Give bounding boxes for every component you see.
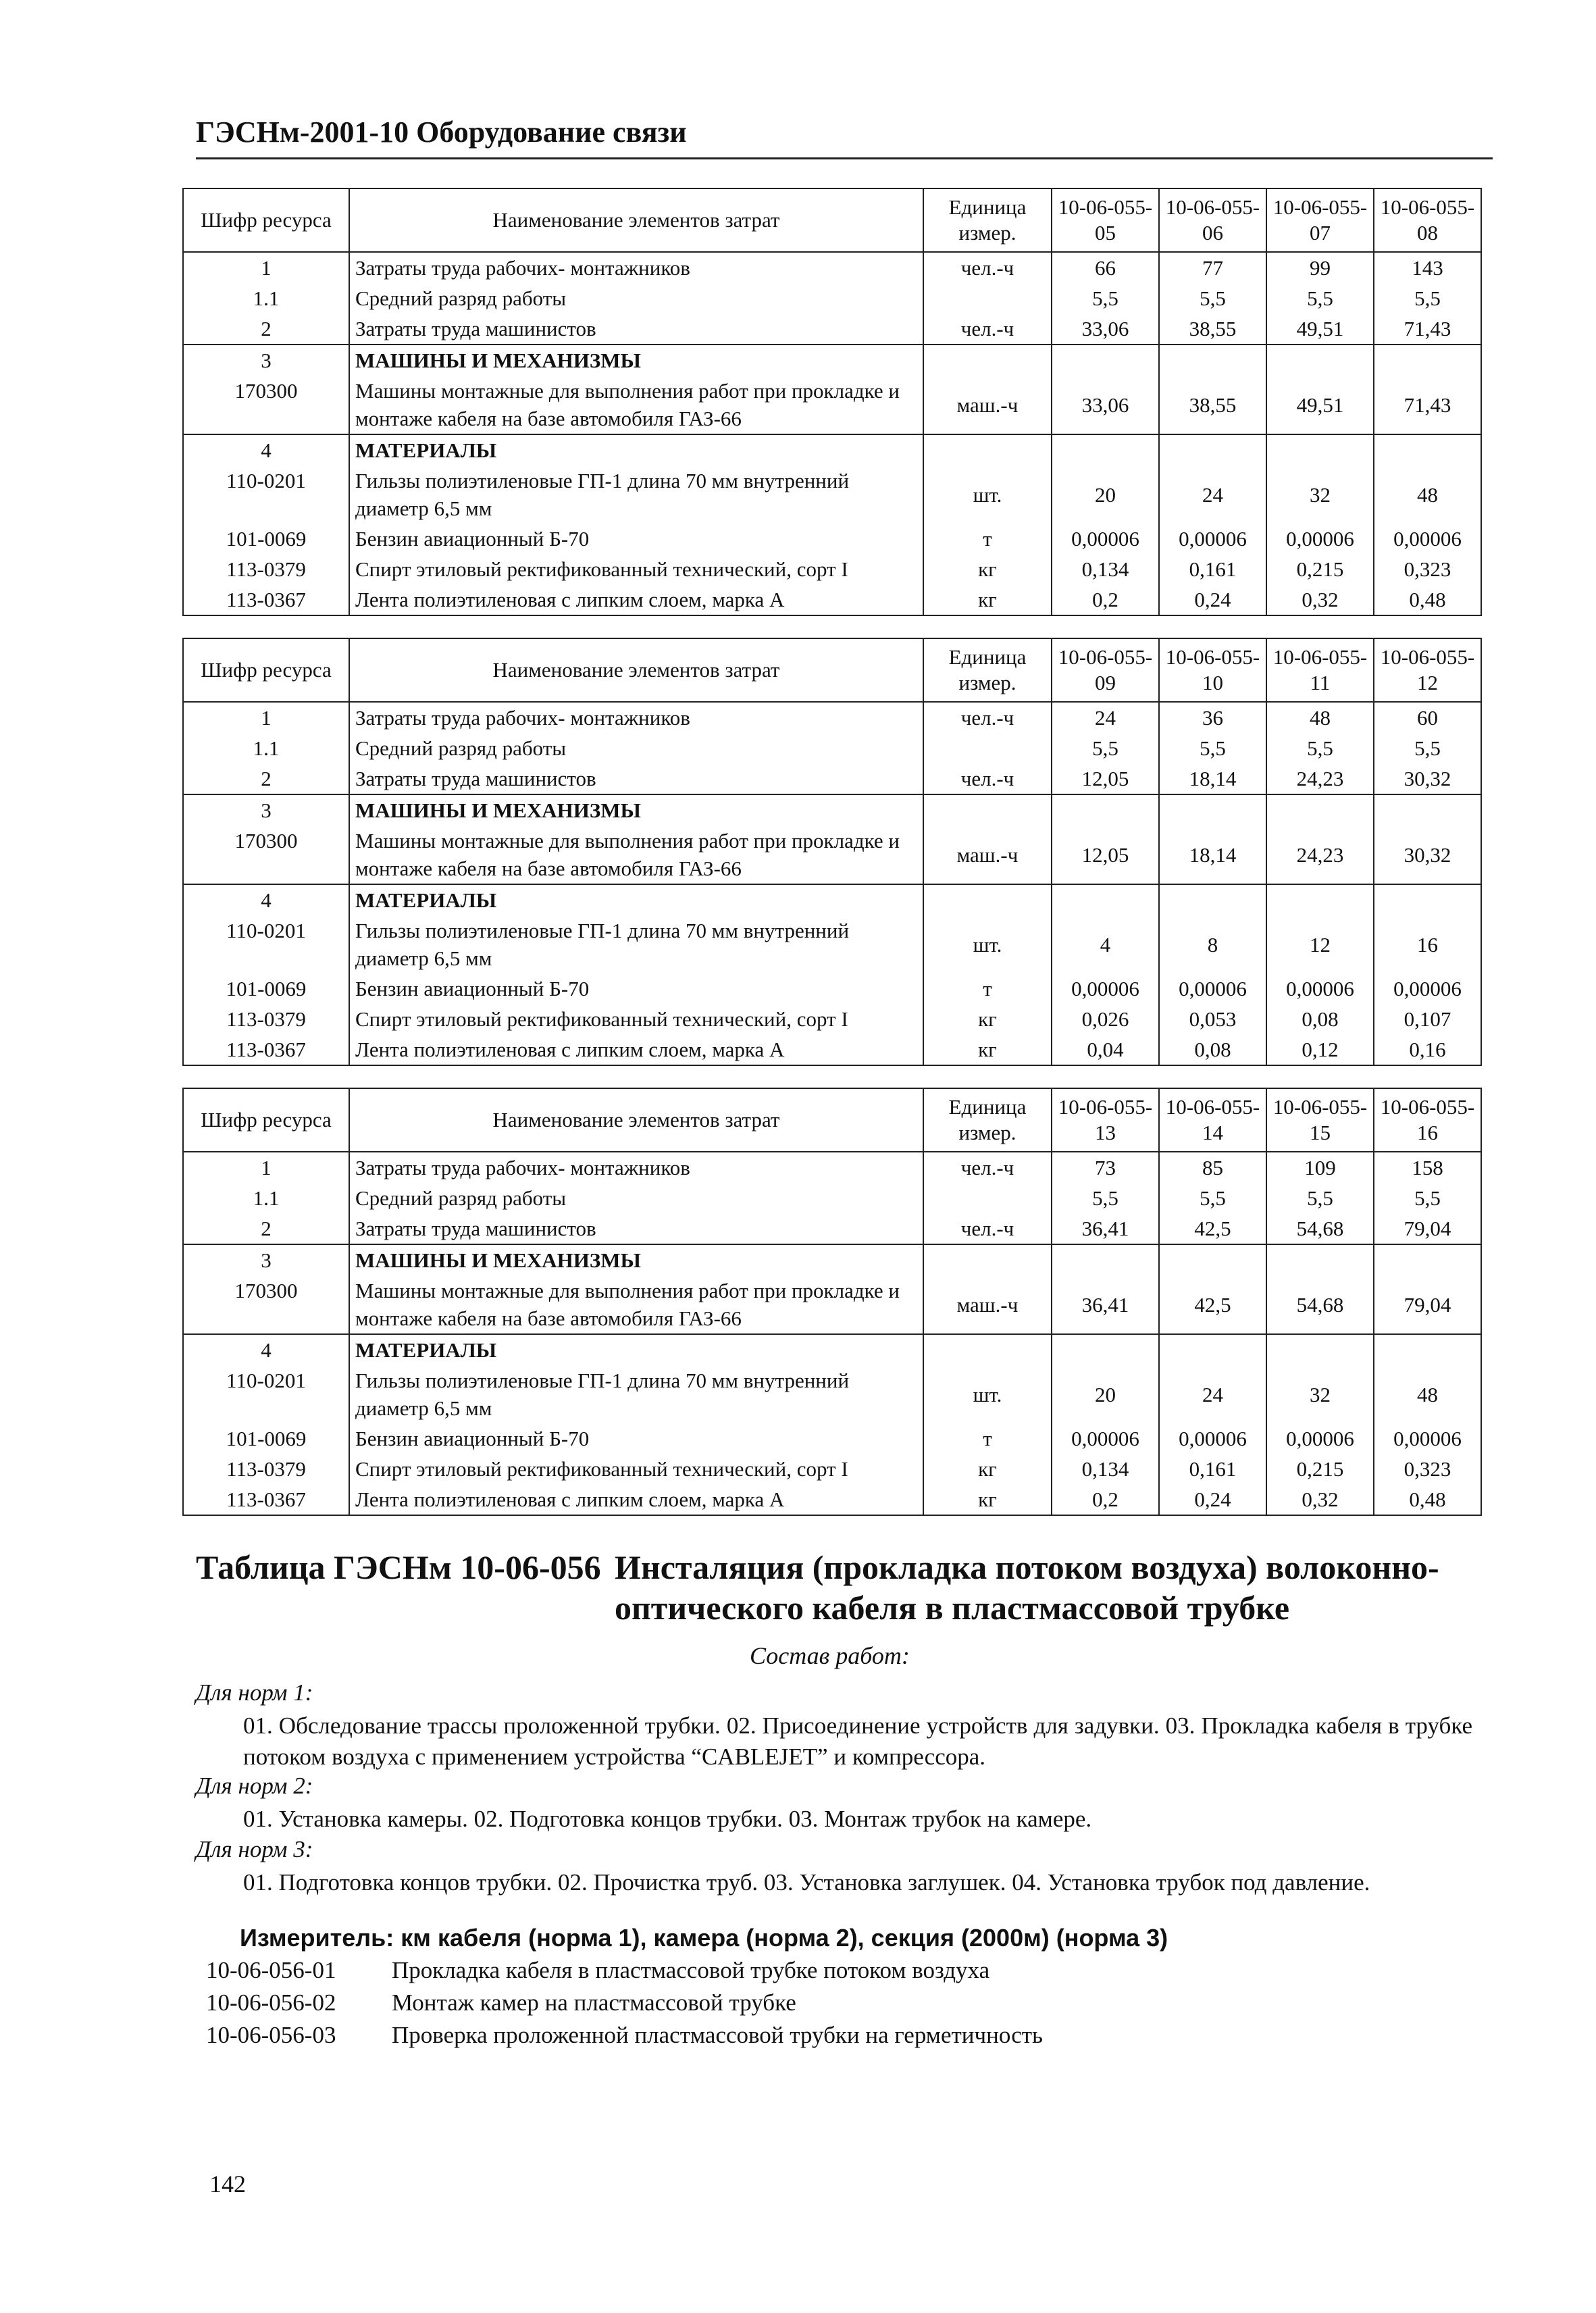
cell-value: 73 <box>1052 1152 1159 1183</box>
table-header-row <box>183 638 1481 702</box>
cell-value <box>1052 794 1159 825</box>
cell-value <box>1266 1334 1374 1365</box>
header-name: Наименование элементов затрат <box>349 638 923 702</box>
cell-value <box>1159 1334 1266 1365</box>
cell-value: 0,04 <box>1052 1034 1159 1065</box>
cell-value: 0,161 <box>1159 1454 1266 1484</box>
cell-name: Средний разряд работы <box>349 283 923 313</box>
cell-code: 113-0367 <box>183 1034 349 1065</box>
table-row <box>183 283 1481 313</box>
cell-value: 20 <box>1052 465 1159 524</box>
cell-unit <box>923 1183 1052 1213</box>
cell-value <box>1266 345 1374 376</box>
header-code: Шифр ресурса <box>183 638 349 702</box>
section-title-name: Инсталяция (прокладка потоком воздуха) волоконно-оптического кабеля в пластмассовой трубке <box>615 1548 1439 1627</box>
cell-value: 5,5 <box>1374 733 1481 763</box>
table-row <box>183 763 1481 794</box>
page-number: 142 <box>209 2170 246 2197</box>
norm-text-1: 01. Обследование трассы проложенной трубки. 02. Присоединение устройств для задувки. 03. Прокладка кабеля в трубке потоком воздуха с применением устройства “CABLEJET” и компрессора. <box>243 1712 1472 1770</box>
table-row <box>183 1004 1481 1034</box>
cell-value: 48 <box>1374 1365 1481 1423</box>
cell-value: 33,06 <box>1052 313 1159 345</box>
cell-unit: кг <box>923 1034 1052 1065</box>
cell-value <box>1374 884 1481 915</box>
cell-value: 0,00006 <box>1052 973 1159 1004</box>
cell-name: Гильзы полиэтиленовые ГП-1 длина 70 мм внутренний диаметр 6,5 мм <box>349 1365 923 1423</box>
cell-code: 1.1 <box>183 733 349 763</box>
cell-value: 0,48 <box>1374 584 1481 615</box>
cell-value: 24 <box>1052 702 1159 733</box>
cell-unit: т <box>923 973 1052 1004</box>
cell-unit: т <box>923 524 1052 554</box>
table-row <box>183 313 1481 345</box>
cell-code: 3 <box>183 794 349 825</box>
cell-value: 66 <box>1052 252 1159 283</box>
cell-value: 30,32 <box>1374 825 1481 884</box>
cell-name: Машины монтажные для выполнения работ при прокладке и монтаже кабеля на базе автомобиля ГАЗ-66 <box>349 825 923 884</box>
cell-name: Затраты труда рабочих- монтажников <box>349 252 923 283</box>
header-norm-code: 10-06-055-09 <box>1052 638 1159 702</box>
cell-unit <box>923 434 1052 465</box>
table-row <box>183 1423 1481 1454</box>
header-norm-code: 10-06-055-05 <box>1052 188 1159 252</box>
cell-value: 24 <box>1159 465 1266 524</box>
cell-value: 0,08 <box>1159 1034 1266 1065</box>
composition-label: Состав работ: <box>750 1642 910 1669</box>
cell-name: Лента полиэтиленовая с липким слоем, марка А <box>349 1484 923 1515</box>
cell-value <box>1052 1244 1159 1275</box>
cell-unit: кг <box>923 554 1052 584</box>
norm-code: 10-06-056-01 <box>206 1957 336 1983</box>
header-norm-code: 10-06-055-12 <box>1374 638 1481 702</box>
norm-name: Прокладка кабеля в пластмассовой трубке потоком воздуха <box>392 1957 990 1983</box>
cell-name: Бензин авиационный Б-70 <box>349 524 923 554</box>
cell-value: 38,55 <box>1159 313 1266 345</box>
cell-value: 4 <box>1052 915 1159 973</box>
cell-value: 0,00006 <box>1159 973 1266 1004</box>
cell-unit: чел.-ч <box>923 702 1052 733</box>
cell-unit <box>923 733 1052 763</box>
cell-value: 5,5 <box>1159 1183 1266 1213</box>
cell-value <box>1159 1244 1266 1275</box>
table-row <box>183 1275 1481 1334</box>
measure-line: Измеритель: км кабеля (норма 1), камера (норма 2), секция (2000м) (норма 3) <box>240 1924 1168 1952</box>
cell-value: 143 <box>1374 252 1481 283</box>
cell-name: МАШИНЫ И МЕХАНИЗМЫ <box>349 1244 923 1275</box>
cell-value: 38,55 <box>1159 376 1266 434</box>
resource-table-2 <box>182 638 1482 1066</box>
cell-value: 0,00006 <box>1159 1423 1266 1454</box>
cell-value <box>1266 884 1374 915</box>
cell-value: 42,5 <box>1159 1213 1266 1244</box>
table-row <box>183 1213 1481 1244</box>
cell-value: 0,134 <box>1052 1454 1159 1484</box>
cell-name: МАШИНЫ И МЕХАНИЗМЫ <box>349 345 923 376</box>
cell-code: 2 <box>183 1213 349 1244</box>
cell-value: 79,04 <box>1374 1213 1481 1244</box>
cell-value: 5,5 <box>1052 1183 1159 1213</box>
cell-value: 33,06 <box>1052 376 1159 434</box>
cell-value <box>1266 1244 1374 1275</box>
cell-unit: чел.-ч <box>923 313 1052 345</box>
norm-text-3: 01. Подготовка концов трубки. 02. Прочистка труб. 03. Установка заглушек. 04. Установка трубок под давление. <box>243 1869 1370 1896</box>
cell-value <box>1159 884 1266 915</box>
cell-value: 12,05 <box>1052 763 1159 794</box>
cell-value: 0,12 <box>1266 1034 1374 1065</box>
norm-label-2: Для норм 2: <box>196 1773 313 1799</box>
header-norm-code: 10-06-055-13 <box>1052 1088 1159 1152</box>
cell-unit <box>923 794 1052 825</box>
cell-value: 54,68 <box>1266 1275 1374 1334</box>
cell-value: 0,2 <box>1052 584 1159 615</box>
cell-code: 113-0367 <box>183 1484 349 1515</box>
cell-name: МАТЕРИАЛЫ <box>349 434 923 465</box>
cell-code: 110-0201 <box>183 465 349 524</box>
table-row <box>183 554 1481 584</box>
cell-value: 0,00006 <box>1266 524 1374 554</box>
cell-code: 1.1 <box>183 1183 349 1213</box>
cell-value: 5,5 <box>1052 733 1159 763</box>
page-header: ГЭСНм-2001-10 Оборудование связи <box>196 115 1493 159</box>
cell-value: 0,215 <box>1266 554 1374 584</box>
table-row <box>183 915 1481 973</box>
cell-value: 0,2 <box>1052 1484 1159 1515</box>
cell-value: 158 <box>1374 1152 1481 1183</box>
header-unit: Единица измер. <box>923 188 1052 252</box>
cell-name: Спирт этиловый ректификованный технический, сорт I <box>349 1004 923 1034</box>
cell-value: 0,08 <box>1266 1004 1374 1034</box>
header-code: Шифр ресурса <box>183 188 349 252</box>
cell-name: Лента полиэтиленовая с липким слоем, марка А <box>349 1034 923 1065</box>
cell-value: 49,51 <box>1266 376 1374 434</box>
cell-value: 54,68 <box>1266 1213 1374 1244</box>
cell-name: Средний разряд работы <box>349 733 923 763</box>
cell-value: 0,16 <box>1374 1034 1481 1065</box>
cell-value: 0,00006 <box>1374 1423 1481 1454</box>
cell-name: Гильзы полиэтиленовые ГП-1 длина 70 мм внутренний диаметр 6,5 мм <box>349 465 923 524</box>
table-row <box>183 702 1481 733</box>
cell-value <box>1052 884 1159 915</box>
cell-value: 0,32 <box>1266 1484 1374 1515</box>
cell-value <box>1374 1334 1481 1365</box>
cell-value: 5,5 <box>1159 733 1266 763</box>
cell-code: 1 <box>183 1152 349 1183</box>
header-norm-code: 10-06-055-11 <box>1266 638 1374 702</box>
cell-value: 12,05 <box>1052 825 1159 884</box>
cell-code: 170300 <box>183 376 349 434</box>
cell-value <box>1159 345 1266 376</box>
cell-name: МАТЕРИАЛЫ <box>349 1334 923 1365</box>
cell-name: Затраты труда рабочих- монтажников <box>349 702 923 733</box>
table-row <box>183 584 1481 615</box>
cell-unit <box>923 283 1052 313</box>
cell-code: 2 <box>183 763 349 794</box>
cell-name: Машины монтажные для выполнения работ при прокладке и монтаже кабеля на базе автомобиля ГАЗ-66 <box>349 376 923 434</box>
cell-value <box>1374 434 1481 465</box>
cell-value: 48 <box>1266 702 1374 733</box>
cell-value: 32 <box>1266 1365 1374 1423</box>
cell-value: 49,51 <box>1266 313 1374 345</box>
cell-unit <box>923 345 1052 376</box>
table-row <box>183 345 1481 376</box>
header-norm-code: 10-06-055-06 <box>1159 188 1266 252</box>
table-row <box>183 1365 1481 1423</box>
cell-value: 60 <box>1374 702 1481 733</box>
cell-value: 36,41 <box>1052 1213 1159 1244</box>
resource-table-3 <box>182 1088 1482 1516</box>
cell-name: Средний разряд работы <box>349 1183 923 1213</box>
cell-code: 1 <box>183 252 349 283</box>
cell-value: 16 <box>1374 915 1481 973</box>
cell-code: 3 <box>183 345 349 376</box>
cell-code: 4 <box>183 1334 349 1365</box>
table-row <box>183 1454 1481 1484</box>
cell-value: 18,14 <box>1159 825 1266 884</box>
cell-value: 0,134 <box>1052 554 1159 584</box>
cell-value: 0,00006 <box>1159 524 1266 554</box>
cell-value <box>1266 794 1374 825</box>
cell-name: МАШИНЫ И МЕХАНИЗМЫ <box>349 794 923 825</box>
cell-value: 0,00006 <box>1266 1423 1374 1454</box>
cell-value: 79,04 <box>1374 1275 1481 1334</box>
cell-name: Бензин авиационный Б-70 <box>349 1423 923 1454</box>
cell-value: 0,053 <box>1159 1004 1266 1034</box>
cell-value: 71,43 <box>1374 313 1481 345</box>
cell-name: Затраты труда рабочих- монтажников <box>349 1152 923 1183</box>
cell-code: 4 <box>183 434 349 465</box>
cell-name: Спирт этиловый ректификованный технический, сорт I <box>349 554 923 584</box>
cell-value: 0,24 <box>1159 1484 1266 1515</box>
cell-unit: шт. <box>923 465 1052 524</box>
cell-value: 0,00006 <box>1052 524 1159 554</box>
header-norm-code: 10-06-055-14 <box>1159 1088 1266 1152</box>
cell-code: 4 <box>183 884 349 915</box>
cell-value: 30,32 <box>1374 763 1481 794</box>
cell-code: 110-0201 <box>183 915 349 973</box>
cell-code: 2 <box>183 313 349 345</box>
cell-value: 18,14 <box>1159 763 1266 794</box>
table-row <box>183 465 1481 524</box>
cell-value: 0,00006 <box>1266 973 1374 1004</box>
cell-value: 0,00006 <box>1374 973 1481 1004</box>
cell-name: Затраты труда машинистов <box>349 763 923 794</box>
table-header-row <box>183 188 1481 252</box>
cell-value <box>1374 794 1481 825</box>
table-row <box>183 1152 1481 1183</box>
cell-unit: маш.-ч <box>923 376 1052 434</box>
cell-value: 5,5 <box>1374 283 1481 313</box>
cell-value: 20 <box>1052 1365 1159 1423</box>
cell-value: 5,5 <box>1266 733 1374 763</box>
cell-code: 113-0379 <box>183 1454 349 1484</box>
cell-code: 101-0069 <box>183 1423 349 1454</box>
cell-unit: чел.-ч <box>923 252 1052 283</box>
cell-value: 0,323 <box>1374 1454 1481 1484</box>
cell-code: 110-0201 <box>183 1365 349 1423</box>
table-row <box>183 1034 1481 1065</box>
cell-value: 24,23 <box>1266 763 1374 794</box>
cell-value: 0,161 <box>1159 554 1266 584</box>
cell-value: 0,215 <box>1266 1454 1374 1484</box>
cell-value <box>1052 434 1159 465</box>
header-name: Наименование элементов затрат <box>349 1088 923 1152</box>
table-row <box>183 884 1481 915</box>
table-row <box>183 524 1481 554</box>
cell-unit <box>923 884 1052 915</box>
cell-name: Машины монтажные для выполнения работ при прокладке и монтаже кабеля на базе автомобиля ГАЗ-66 <box>349 1275 923 1334</box>
cell-name: Бензин авиационный Б-70 <box>349 973 923 1004</box>
cell-code: 101-0069 <box>183 524 349 554</box>
cell-value: 0,24 <box>1159 584 1266 615</box>
cell-value: 36 <box>1159 702 1266 733</box>
cell-name: Лента полиэтиленовая с липким слоем, марка А <box>349 584 923 615</box>
cell-value <box>1159 434 1266 465</box>
cell-unit: кг <box>923 1454 1052 1484</box>
cell-unit: чел.-ч <box>923 1213 1052 1244</box>
cell-unit: чел.-ч <box>923 1152 1052 1183</box>
header-unit: Единица измер. <box>923 638 1052 702</box>
cell-value: 0,026 <box>1052 1004 1159 1034</box>
cell-value <box>1374 345 1481 376</box>
cell-value <box>1159 794 1266 825</box>
norm-code: 10-06-056-03 <box>206 2022 336 2048</box>
table-row <box>183 973 1481 1004</box>
header-name: Наименование элементов затрат <box>349 188 923 252</box>
cell-unit <box>923 1244 1052 1275</box>
table-row <box>183 1334 1481 1365</box>
cell-code: 113-0379 <box>183 554 349 584</box>
cell-unit: чел.-ч <box>923 763 1052 794</box>
cell-value: 0,00006 <box>1374 524 1481 554</box>
table-row <box>183 794 1481 825</box>
cell-value: 12 <box>1266 915 1374 973</box>
cell-value: 5,5 <box>1159 283 1266 313</box>
norm-label-1: Для норм 1: <box>196 1679 313 1706</box>
cell-unit: шт. <box>923 1365 1052 1423</box>
header-norm-code: 10-06-055-16 <box>1374 1088 1481 1152</box>
cell-value: 48 <box>1374 465 1481 524</box>
norm-text-2: 01. Установка камеры. 02. Подготовка концов трубки. 03. Монтаж трубок на камере. <box>243 1806 1092 1832</box>
header-norm-code: 10-06-055-15 <box>1266 1088 1374 1152</box>
cell-unit: маш.-ч <box>923 825 1052 884</box>
table-header-row <box>183 1088 1481 1152</box>
cell-code: 170300 <box>183 1275 349 1334</box>
cell-value: 8 <box>1159 915 1266 973</box>
cell-name: Гильзы полиэтиленовые ГП-1 длина 70 мм внутренний диаметр 6,5 мм <box>349 915 923 973</box>
resource-table-1 <box>182 188 1482 616</box>
cell-value: 32 <box>1266 465 1374 524</box>
cell-value: 42,5 <box>1159 1275 1266 1334</box>
cell-value: 24 <box>1159 1365 1266 1423</box>
cell-value: 77 <box>1159 252 1266 283</box>
norm-code: 10-06-056-02 <box>206 1989 336 2016</box>
table-row <box>183 376 1481 434</box>
cell-value: 99 <box>1266 252 1374 283</box>
table-row <box>183 1183 1481 1213</box>
cell-value <box>1266 434 1374 465</box>
cell-unit: шт. <box>923 915 1052 973</box>
table-row <box>183 252 1481 283</box>
table-row <box>183 1484 1481 1515</box>
cell-unit: кг <box>923 1004 1052 1034</box>
cell-value: 109 <box>1266 1152 1374 1183</box>
cell-value: 0,32 <box>1266 584 1374 615</box>
cell-code: 113-0379 <box>183 1004 349 1034</box>
cell-value <box>1374 1244 1481 1275</box>
header-norm-code: 10-06-055-10 <box>1159 638 1266 702</box>
cell-value: 5,5 <box>1266 1183 1374 1213</box>
norm-name: Монтаж камер на пластмассовой трубке <box>392 1989 796 2016</box>
table-row <box>183 733 1481 763</box>
header-code: Шифр ресурса <box>183 1088 349 1152</box>
cell-value <box>1052 1334 1159 1365</box>
cell-code: 170300 <box>183 825 349 884</box>
cell-code: 3 <box>183 1244 349 1275</box>
header-norm-code: 10-06-055-07 <box>1266 188 1374 252</box>
cell-value: 0,107 <box>1374 1004 1481 1034</box>
cell-value: 24,23 <box>1266 825 1374 884</box>
table-row <box>183 825 1481 884</box>
cell-name: Затраты труда машинистов <box>349 313 923 345</box>
cell-value: 0,323 <box>1374 554 1481 584</box>
cell-value: 85 <box>1159 1152 1266 1183</box>
cell-value <box>1052 345 1159 376</box>
cell-value: 0,00006 <box>1052 1423 1159 1454</box>
cell-unit: кг <box>923 1484 1052 1515</box>
cell-value: 71,43 <box>1374 376 1481 434</box>
cell-name: Затраты труда машинистов <box>349 1213 923 1244</box>
cell-unit: маш.-ч <box>923 1275 1052 1334</box>
cell-code: 101-0069 <box>183 973 349 1004</box>
cell-value: 5,5 <box>1266 283 1374 313</box>
cell-code: 113-0367 <box>183 584 349 615</box>
table-row <box>183 1244 1481 1275</box>
cell-unit: т <box>923 1423 1052 1454</box>
cell-unit: кг <box>923 584 1052 615</box>
cell-name: МАТЕРИАЛЫ <box>349 884 923 915</box>
header-norm-code: 10-06-055-08 <box>1374 188 1481 252</box>
cell-value: 36,41 <box>1052 1275 1159 1334</box>
cell-value: 5,5 <box>1374 1183 1481 1213</box>
header-unit: Единица измер. <box>923 1088 1052 1152</box>
cell-name: Спирт этиловый ректификованный технический, сорт I <box>349 1454 923 1484</box>
cell-value: 0,48 <box>1374 1484 1481 1515</box>
cell-code: 1 <box>183 702 349 733</box>
cell-unit <box>923 1334 1052 1365</box>
cell-code: 1.1 <box>183 283 349 313</box>
cell-value: 5,5 <box>1052 283 1159 313</box>
section-title-number: Таблица ГЭСНм 10-06-056 <box>196 1548 601 1586</box>
table-row <box>183 434 1481 465</box>
norm-label-3: Для норм 3: <box>196 1836 313 1862</box>
norm-name: Проверка проложенной пластмассовой трубки на герметичность <box>392 2022 1044 2048</box>
